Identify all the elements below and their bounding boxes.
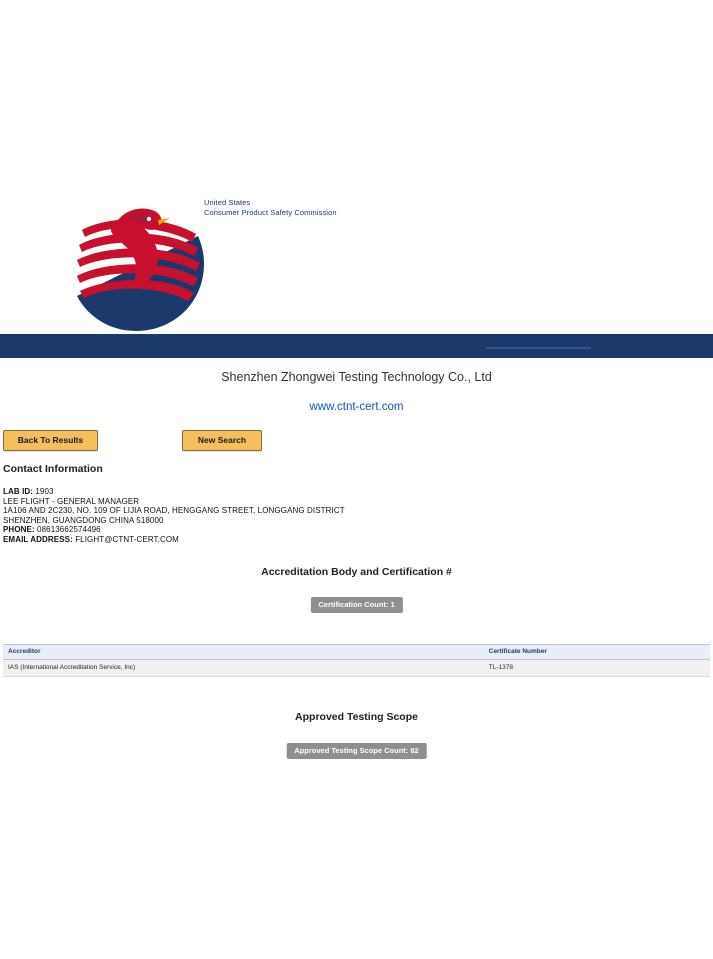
accreditation-heading: Accreditation Body and Certification # <box>261 566 452 578</box>
contact-information-block <box>3 487 345 545</box>
agency-line-2: Consumer Product Safety Commission <box>204 208 337 217</box>
phone-line <box>3 525 345 535</box>
header-bar-accent <box>486 347 591 349</box>
contact-person: LEE FLIGHT - GENERAL MANAGER <box>3 496 140 506</box>
approved-testing-scope-count-badge: Approved Testing Scope Count: 82 <box>286 743 426 759</box>
header-navy-bar <box>0 334 713 358</box>
new-search-button[interactable]: New Search <box>182 430 262 451</box>
contact-information-heading: Contact Information <box>3 463 103 475</box>
cpsc-eagle-flag-logo <box>66 190 208 335</box>
email-address-label: EMAIL ADDRESS: <box>3 534 73 544</box>
email-line <box>3 535 345 545</box>
lab-id-value: 1903 <box>35 487 54 496</box>
lab-website-link-wrap <box>0 401 713 413</box>
table-header-row <box>3 645 710 660</box>
cell-accreditor: IAS (International Accreditation Service, Inc) <box>3 660 484 677</box>
address-line-1: 1A106 AND 2C230, NO. 109 OF LIJIA ROAD, HENGGANG STREET, LONGGANG DISTRICT <box>3 506 345 516</box>
phone-value: 08613662574496 <box>37 525 101 535</box>
approved-testing-scope-heading: Approved Testing Scope <box>295 711 418 723</box>
table-row <box>3 660 710 677</box>
email-address-value: FLIGHT@CTNT-CERT.COM <box>75 534 179 544</box>
agency-line-1: United States <box>204 198 251 207</box>
back-to-results-button[interactable]: Back To Results <box>3 430 98 451</box>
phone-label: PHONE: <box>3 525 35 535</box>
lab-id-line <box>3 487 345 497</box>
certification-count-badge: Certification Count: 1 <box>310 597 402 613</box>
page-title: Shenzhen Zhongwei Testing Technology Co., Ltd <box>221 370 492 384</box>
agency-name <box>204 198 337 218</box>
lab-website-link[interactable]: www.ctnt-cert.com <box>309 401 404 413</box>
lab-id-label: LAB ID: <box>3 487 34 496</box>
accreditation-table <box>3 644 710 677</box>
cell-certificate-number: TL-1378 <box>484 660 710 677</box>
address-line-2: SHENZHEN, GUANGDONG CHINA 518000 <box>3 515 164 525</box>
column-header-certificate-number: Certificate Number <box>484 645 710 660</box>
column-header-accreditor: Accreditor <box>3 645 484 660</box>
